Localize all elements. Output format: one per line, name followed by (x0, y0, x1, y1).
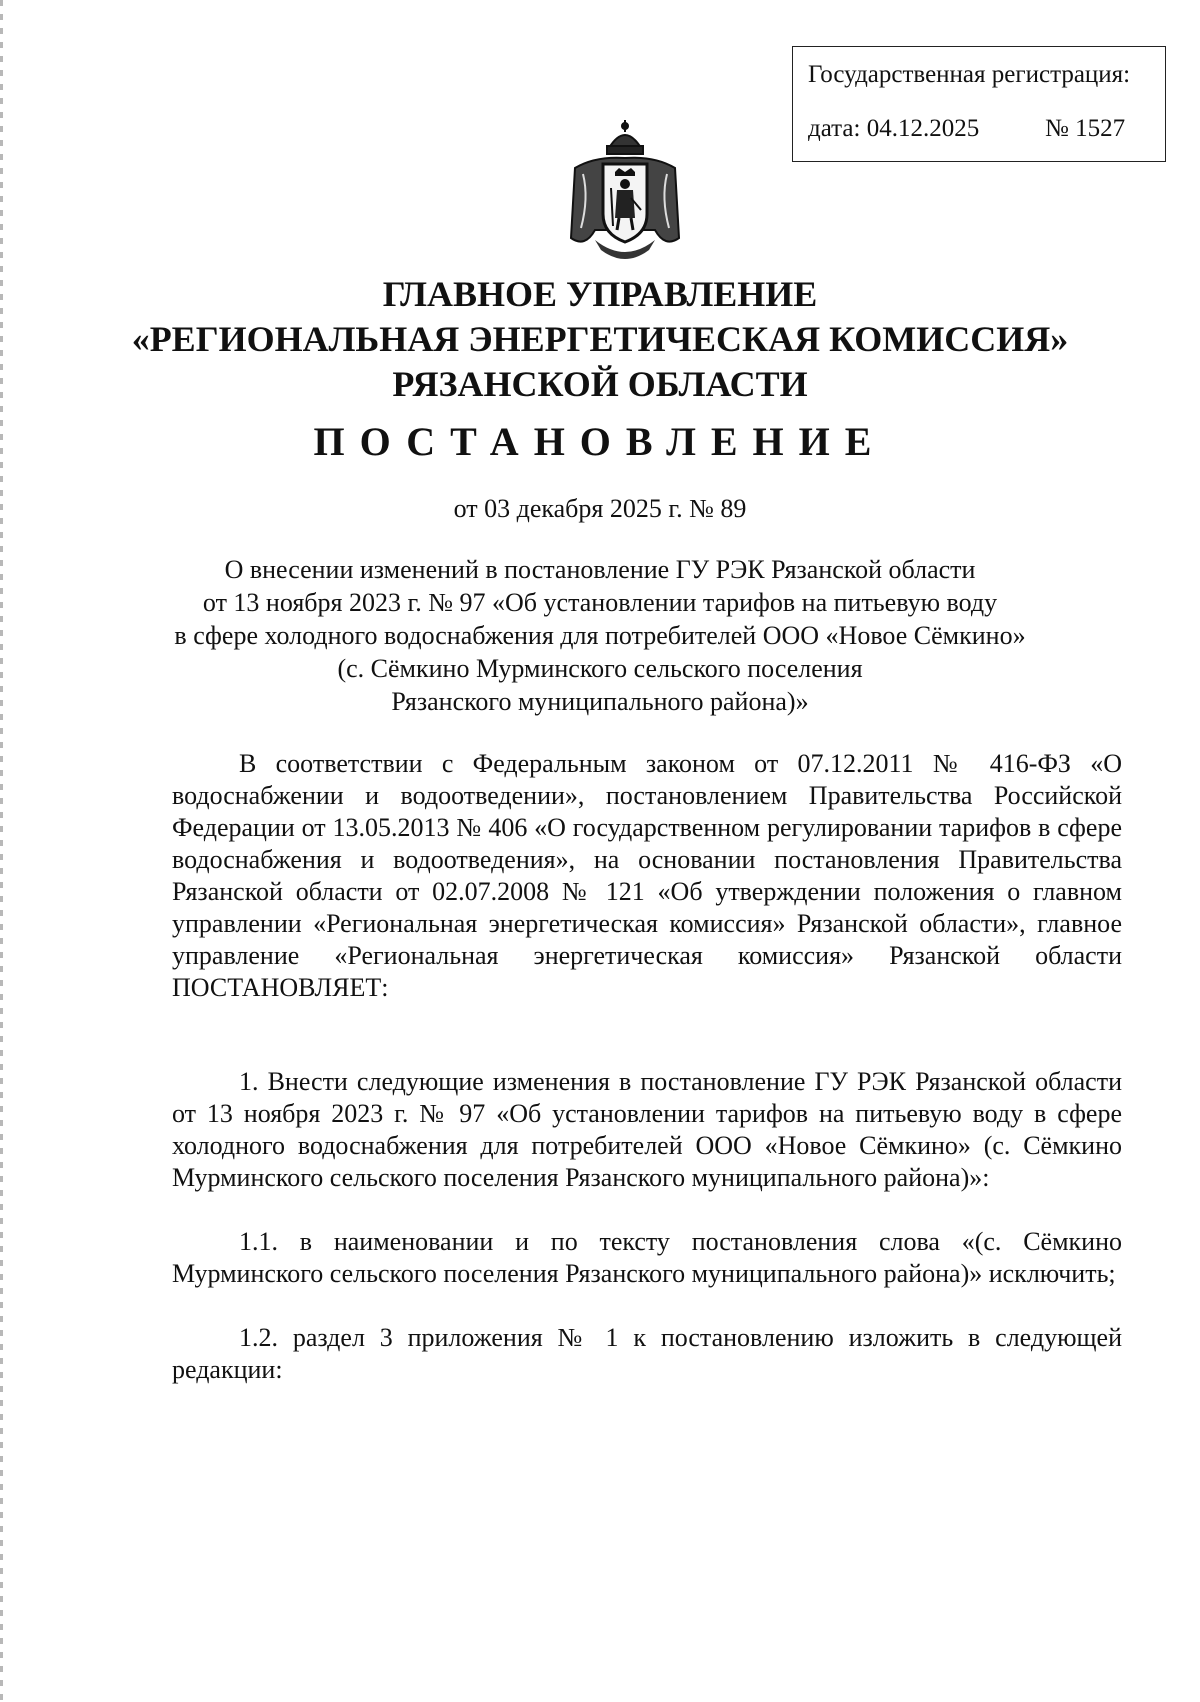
document-type-title: ПОСТАНОВЛЕНИЕ (313, 419, 887, 464)
registration-date: дата: 04.12.2025 (808, 115, 980, 142)
registration-title: Государственная регистрация: (808, 61, 1131, 88)
clause-1-paragraph: 1. Внести следующие изменения в постановление ГУ РЭК Рязанской области от 13 ноября 2023 г. № 97 «Об установлении тарифов на питьевую воду в сфере холодного водоснабжения для потребителей ООО «Новое Сёмкино» (с. Сёмкино Мурминского сельского поселения Рязанского муниципального района)»: (172, 1067, 1122, 1192)
document-date-number: от 03 декабря 2025 г. № 89 (453, 494, 747, 523)
registration-stamp (792, 46, 1166, 162)
subject-line: в сфере холодного водоснабжения для потребителей ООО «Новое Сёмкино» (174, 621, 1026, 650)
org-line-2: «РЕГИОНАЛЬНАЯ ЭНЕРГЕТИЧЕСКАЯ КОМИССИЯ» (131, 319, 1069, 359)
ryazan-coat-of-arms-icon (565, 118, 685, 268)
org-line-3: РЯЗАНСКОЙ ОБЛАСТИ (392, 364, 808, 404)
registration-number: № 1527 (1045, 115, 1126, 142)
clause-1-1-paragraph: 1.1. в наименовании и по тексту постановления слова «(с. Сёмкино Мурминского сельского поселения Рязанского муниципального района)» исключить; (172, 1227, 1122, 1288)
preamble-paragraph: В соответствии с Федеральным законом от 07.12.2011 № 416-ФЗ «О водоснабжении и водоотведении», постановлением Правительства Российской Федерации от 13.05.2013 № 406 «О государственном регулировании тарифов в сфере водоснабжения и водоотведения», на основании постановления Правительства Рязанской области от 02.07.2008 № 121 «Об утверждении положения о главном управлении «Региональная энергетическая комиссия» Рязанской области», главное управление «Региональная энергетическая комиссия» Рязанской области ПОСТАНОВЛЯЕТ: (172, 749, 1122, 1002)
subject-line: О внесении изменений в постановление ГУ РЭК Рязанской области (224, 555, 976, 584)
document-subject (100, 553, 1100, 718)
subject-line: от 13 ноября 2023 г. № 97 «Об установлении тарифов на питьевую воду (202, 588, 998, 617)
subject-line: (с. Сёмкино Мурминского сельского поселения (337, 654, 863, 683)
org-line-1: ГЛАВНОЕ УПРАВЛЕНИЕ (382, 274, 818, 314)
organization-heading (100, 272, 1100, 407)
clause-1-2-paragraph: 1.2. раздел 3 приложения № 1 к постановлению изложить в следующей редакции: (172, 1323, 1122, 1384)
subject-line: Рязанского муниципального района)» (391, 687, 809, 716)
scan-edge-artifact (0, 0, 3, 1702)
